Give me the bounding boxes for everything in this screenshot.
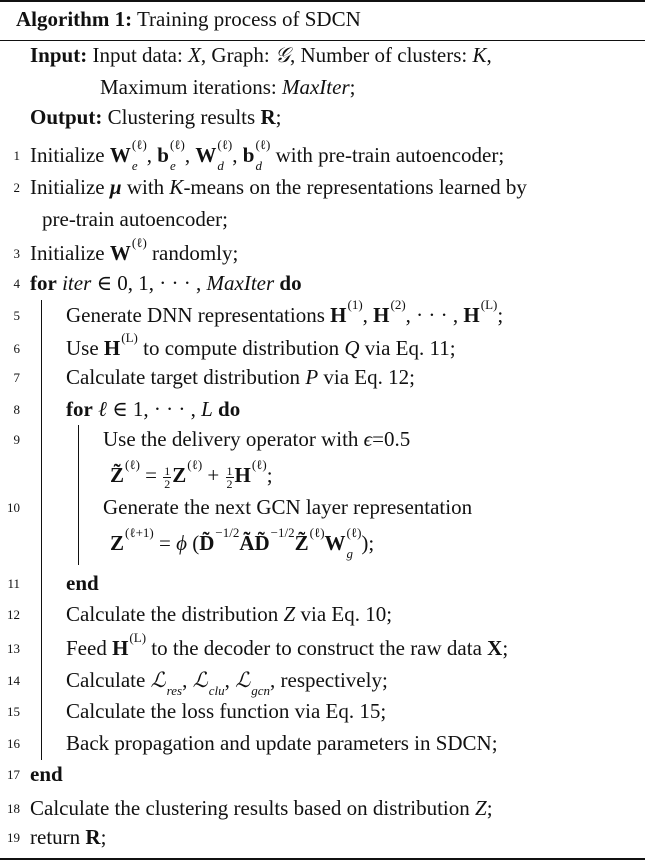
line-number: 5 bbox=[13, 308, 20, 323]
algorithm-line bbox=[30, 792, 493, 824]
text-segment: ; bbox=[502, 636, 509, 660]
algorithm-line bbox=[66, 598, 392, 630]
algorithm-line bbox=[30, 267, 302, 299]
math-symbol bbox=[284, 602, 296, 626]
symbol-base: Output: bbox=[30, 105, 103, 129]
text-segment: Calculate the clustering results based on distribution bbox=[30, 796, 475, 820]
subscript: e bbox=[169, 158, 176, 174]
math-symbol bbox=[98, 397, 107, 421]
text-segment: ; bbox=[349, 75, 356, 99]
math-symbol bbox=[199, 525, 240, 555]
symbol-base: H bbox=[330, 303, 347, 327]
algorithm-line bbox=[66, 361, 415, 393]
superscript bbox=[251, 663, 270, 676]
text-segment: , · · · , bbox=[405, 303, 464, 327]
math-symbol bbox=[463, 297, 498, 327]
superscript: (1) bbox=[347, 297, 363, 313]
text-segment: to compute distribution bbox=[137, 336, 345, 360]
symbol-base: Z̃ bbox=[294, 531, 309, 555]
top-rule bbox=[0, 0, 645, 2]
math-symbol bbox=[66, 571, 99, 595]
symbol-base: Input: bbox=[30, 43, 88, 67]
algorithm-line bbox=[100, 71, 355, 103]
symbol-base: H bbox=[373, 303, 390, 327]
math-symbol bbox=[294, 525, 325, 555]
symbol-base: end bbox=[30, 762, 63, 786]
math-symbol bbox=[242, 137, 271, 174]
line-number: 11 bbox=[7, 576, 20, 591]
algorithm-line bbox=[30, 101, 281, 133]
algorithm-line bbox=[110, 525, 375, 562]
subscript bbox=[215, 547, 239, 560]
algorithm-line bbox=[42, 203, 228, 235]
line-number: 8 bbox=[13, 402, 20, 417]
algorithm-line bbox=[103, 423, 410, 455]
math-symbol bbox=[487, 636, 502, 660]
math-symbol bbox=[473, 43, 487, 67]
text-segment: ); bbox=[361, 531, 375, 555]
line-number bbox=[0, 203, 20, 235]
algorithm-line bbox=[66, 664, 388, 699]
superscript bbox=[167, 663, 182, 676]
symbol-base: H bbox=[463, 303, 480, 327]
math-symbol bbox=[150, 668, 183, 699]
text-segment: Back propagation and update parameters in SDCN; bbox=[66, 731, 498, 755]
math-symbol bbox=[192, 668, 225, 699]
math-symbol bbox=[157, 137, 185, 174]
algorithm-line bbox=[30, 171, 527, 203]
line-number: 4 bbox=[13, 276, 20, 291]
subscript: g bbox=[346, 546, 354, 562]
superscript: −1/2 bbox=[215, 525, 240, 541]
math-symbol bbox=[282, 75, 350, 99]
text-segment: Clustering results bbox=[102, 105, 261, 129]
text-segment: via Eq. 10; bbox=[295, 602, 393, 626]
superscript: (ℓ) bbox=[251, 457, 267, 473]
symbol-base: X bbox=[487, 636, 503, 660]
outer-loop-bar bbox=[41, 300, 42, 760]
symbol-base: W bbox=[109, 143, 131, 167]
line-number bbox=[0, 101, 20, 133]
symbol-base: do bbox=[218, 397, 241, 421]
math-symbol bbox=[234, 457, 267, 487]
symbol-base: Q bbox=[344, 336, 360, 360]
subscript: d bbox=[255, 158, 262, 174]
algorithm-line bbox=[66, 632, 508, 664]
math-symbol bbox=[66, 397, 93, 421]
symbol-base: W bbox=[109, 241, 131, 265]
superscript: (ℓ+1) bbox=[125, 525, 154, 541]
algorithm-line bbox=[66, 695, 386, 727]
numerator: 1 bbox=[226, 463, 233, 478]
line-number: 16 bbox=[7, 736, 20, 751]
superscript: (ℓ) bbox=[131, 235, 147, 251]
math-symbol bbox=[172, 457, 203, 487]
subscript: clu bbox=[208, 683, 225, 699]
line-number bbox=[0, 459, 20, 491]
text-segment: ; bbox=[486, 796, 493, 820]
text-segment: + bbox=[202, 463, 225, 487]
text-segment: Use the delivery operator with bbox=[103, 427, 364, 451]
text-segment: , bbox=[232, 143, 243, 167]
superscript: (ℓ) bbox=[346, 525, 362, 541]
math-symbol bbox=[109, 137, 147, 174]
math-symbol bbox=[30, 271, 57, 295]
subscript bbox=[310, 547, 325, 560]
math-symbol bbox=[30, 105, 102, 129]
text-segment: Initialize bbox=[30, 143, 110, 167]
algorithm-label: Algorithm 1: bbox=[16, 7, 133, 31]
superscript: (2) bbox=[390, 297, 406, 313]
text-segment: ; bbox=[100, 825, 107, 849]
superscript: −1/2 bbox=[270, 525, 295, 541]
algorithm-line bbox=[30, 758, 63, 790]
text-segment: ; bbox=[275, 105, 282, 129]
math-symbol bbox=[373, 297, 406, 327]
text-segment: , bbox=[224, 668, 236, 692]
text-segment: pre-train autoencoder; bbox=[42, 207, 228, 231]
symbol-base: ℓ bbox=[98, 397, 107, 421]
line-number: 17 bbox=[7, 767, 20, 782]
symbol-base: 𝒢 bbox=[275, 43, 290, 67]
symbol-base: ℒ bbox=[150, 668, 166, 692]
line-number bbox=[0, 527, 20, 559]
math-symbol bbox=[279, 271, 301, 295]
line-number: 13 bbox=[7, 641, 20, 656]
math-symbol bbox=[239, 525, 295, 555]
superscript bbox=[209, 663, 225, 676]
algorithm-header bbox=[16, 4, 361, 34]
fraction bbox=[163, 465, 171, 490]
line-number: 1 bbox=[13, 148, 20, 163]
text-segment: with pre-train autoencoder; bbox=[270, 143, 505, 167]
line-number: 3 bbox=[13, 246, 20, 261]
math-symbol bbox=[305, 365, 318, 389]
symbol-base: Z bbox=[283, 602, 296, 626]
line-number bbox=[0, 39, 20, 71]
text-segment: , Number of clusters: bbox=[289, 43, 473, 67]
symbol-base: do bbox=[279, 271, 302, 295]
text-segment: , bbox=[486, 43, 492, 67]
math-symbol bbox=[103, 330, 138, 360]
symbol-base: ℒ bbox=[192, 668, 208, 692]
subscript bbox=[391, 319, 406, 332]
math-symbol bbox=[169, 175, 183, 199]
algorithm-line bbox=[30, 237, 238, 269]
superscript: (ℓ) bbox=[217, 137, 233, 153]
symbol-base: ϵ bbox=[363, 427, 373, 451]
text-segment: , bbox=[146, 143, 158, 167]
text-segment: Calculate bbox=[66, 668, 151, 692]
text-segment: Generate the next GCN layer representation bbox=[103, 495, 473, 519]
symbol-base: Z bbox=[110, 531, 125, 555]
algorithm-line bbox=[30, 39, 492, 71]
line-number bbox=[0, 71, 20, 103]
algorithm-line bbox=[66, 727, 498, 759]
text-segment: Calculate the loss function via Eq. 15; bbox=[66, 699, 387, 723]
algorithm-line bbox=[103, 491, 472, 523]
math-symbol bbox=[235, 668, 270, 699]
algorithm-line bbox=[66, 567, 99, 599]
math-symbol bbox=[344, 336, 359, 360]
symbol-base: ÃD̃ bbox=[239, 531, 270, 555]
line-number: 10 bbox=[7, 500, 20, 515]
fraction bbox=[226, 465, 234, 490]
algorithm-line bbox=[66, 332, 456, 364]
text-segment: = bbox=[139, 463, 163, 487]
text-segment: , bbox=[184, 143, 196, 167]
math-symbol bbox=[110, 175, 122, 199]
symbol-base: W bbox=[324, 531, 346, 555]
text-segment: , bbox=[362, 303, 374, 327]
line-number: 18 bbox=[7, 801, 20, 816]
superscript: (L) bbox=[129, 630, 147, 646]
text-segment: with bbox=[121, 175, 170, 199]
line-number: 2 bbox=[13, 180, 20, 195]
symbol-base: P bbox=[305, 365, 319, 389]
math-symbol bbox=[201, 397, 213, 421]
symbol-base: H bbox=[112, 636, 129, 660]
math-symbol bbox=[218, 397, 240, 421]
text-segment: Calculate target distribution bbox=[66, 365, 306, 389]
math-symbol bbox=[364, 427, 372, 451]
symbol-base: L bbox=[201, 397, 213, 421]
text-segment: Input data: bbox=[87, 43, 189, 67]
line-number: 12 bbox=[7, 607, 20, 622]
algorithm-line bbox=[30, 821, 106, 853]
text-segment: ( bbox=[186, 531, 200, 555]
numerator: 1 bbox=[164, 463, 171, 478]
symbol-base: R bbox=[85, 825, 101, 849]
symbol-base: H bbox=[103, 336, 121, 360]
math-symbol bbox=[30, 762, 63, 786]
math-symbol bbox=[85, 825, 100, 849]
math-symbol bbox=[207, 271, 275, 295]
denominator: 2 bbox=[164, 476, 171, 491]
text-segment: via Eq. 11; bbox=[359, 336, 456, 360]
text-segment: ; bbox=[497, 303, 504, 327]
symbol-base: for bbox=[66, 397, 93, 421]
subscript bbox=[481, 319, 498, 332]
inner-loop-bar bbox=[78, 425, 79, 565]
symbol-base: b bbox=[157, 143, 169, 167]
algorithm-line bbox=[66, 299, 503, 331]
math-symbol bbox=[109, 235, 147, 265]
subscript: res bbox=[166, 683, 183, 699]
symbol-base: ϕ bbox=[176, 531, 187, 555]
text-segment: Initialize bbox=[30, 241, 110, 265]
line-number: 6 bbox=[13, 341, 20, 356]
symbol-base: μ bbox=[109, 175, 122, 199]
text-segment: Use bbox=[66, 336, 104, 360]
superscript: (ℓ) bbox=[131, 137, 147, 153]
symbol-base: R bbox=[260, 105, 276, 129]
superscript: (L) bbox=[480, 297, 498, 313]
subscript: e bbox=[131, 158, 138, 174]
text-segment: Initialize bbox=[30, 175, 110, 199]
math-symbol bbox=[324, 525, 362, 562]
algorithm-line bbox=[110, 459, 273, 491]
symbol-base: W bbox=[195, 143, 217, 167]
text-segment: , respectively; bbox=[270, 668, 388, 692]
text-segment: randomly; bbox=[146, 241, 239, 265]
denominator: 2 bbox=[226, 476, 233, 491]
symbol-base: H bbox=[234, 463, 251, 487]
line-number: 9 bbox=[13, 432, 20, 447]
bottom-rule bbox=[0, 858, 645, 860]
math-symbol bbox=[112, 630, 147, 660]
symbol-base: b bbox=[242, 143, 255, 167]
symbol-base: D̃ bbox=[199, 531, 215, 555]
math-symbol bbox=[30, 43, 87, 67]
algorithm-title: Training process of SDCN bbox=[136, 7, 361, 31]
symbol-base: Z bbox=[475, 796, 487, 820]
text-segment: via Eq. 12; bbox=[318, 365, 415, 389]
superscript: (ℓ) bbox=[255, 137, 271, 153]
subscript bbox=[347, 319, 362, 332]
text-segment: to the decoder to construct the raw data bbox=[146, 636, 488, 660]
line-number: 7 bbox=[13, 370, 20, 385]
math-symbol bbox=[188, 43, 201, 67]
symbol-base: MaxIter bbox=[206, 271, 275, 295]
text-segment: , Graph: bbox=[200, 43, 275, 67]
subscript: gcn bbox=[251, 683, 270, 699]
superscript: (ℓ) bbox=[187, 457, 203, 473]
subscript: d bbox=[217, 158, 224, 174]
text-segment: = bbox=[153, 531, 177, 555]
math-symbol bbox=[330, 297, 363, 327]
text-segment: Maximum iterations: bbox=[100, 75, 282, 99]
symbol-base: X bbox=[188, 43, 201, 67]
symbol-base: Z bbox=[172, 463, 187, 487]
symbol-base: MaxIter bbox=[281, 75, 350, 99]
symbol-base: iter bbox=[62, 271, 92, 295]
math-symbol bbox=[62, 271, 91, 295]
line-number: 19 bbox=[7, 830, 20, 845]
algorithm-line bbox=[66, 393, 240, 425]
math-symbol bbox=[176, 531, 187, 555]
superscript: (ℓ) bbox=[125, 457, 140, 473]
math-symbol bbox=[195, 137, 233, 174]
math-symbol bbox=[110, 457, 140, 487]
superscript: (ℓ) bbox=[169, 137, 185, 153]
text-segment: Calculate the distribution bbox=[66, 602, 284, 626]
text-segment: ; bbox=[266, 463, 273, 487]
math-symbol bbox=[275, 43, 290, 67]
symbol-base: ℒ bbox=[235, 668, 251, 692]
math-symbol bbox=[110, 525, 154, 555]
symbol-base: end bbox=[66, 571, 99, 595]
text-segment: ∈ 1, · · · , bbox=[106, 397, 202, 421]
superscript: (ℓ) bbox=[309, 525, 325, 541]
subscript bbox=[271, 547, 295, 560]
algorithm-line bbox=[30, 137, 505, 174]
text-segment: return bbox=[30, 825, 86, 849]
line-number: 15 bbox=[7, 704, 20, 719]
subscript bbox=[125, 547, 154, 560]
text-segment: -means on the representations learned by bbox=[183, 175, 527, 199]
symbol-base: Z̃ bbox=[110, 463, 125, 487]
text-segment: , bbox=[182, 668, 193, 692]
math-symbol bbox=[260, 105, 275, 129]
symbol-base: K bbox=[169, 175, 184, 199]
superscript: (L) bbox=[121, 330, 138, 346]
text-segment: Feed bbox=[66, 636, 113, 660]
text-segment: Generate DNN representations bbox=[66, 303, 331, 327]
text-segment: ∈ 0, 1, · · · , bbox=[91, 271, 207, 295]
line-number: 14 bbox=[7, 673, 20, 688]
symbol-base: K bbox=[472, 43, 487, 67]
symbol-base: for bbox=[30, 271, 57, 295]
text-segment: =0.5 bbox=[372, 427, 411, 451]
math-symbol bbox=[475, 796, 487, 820]
